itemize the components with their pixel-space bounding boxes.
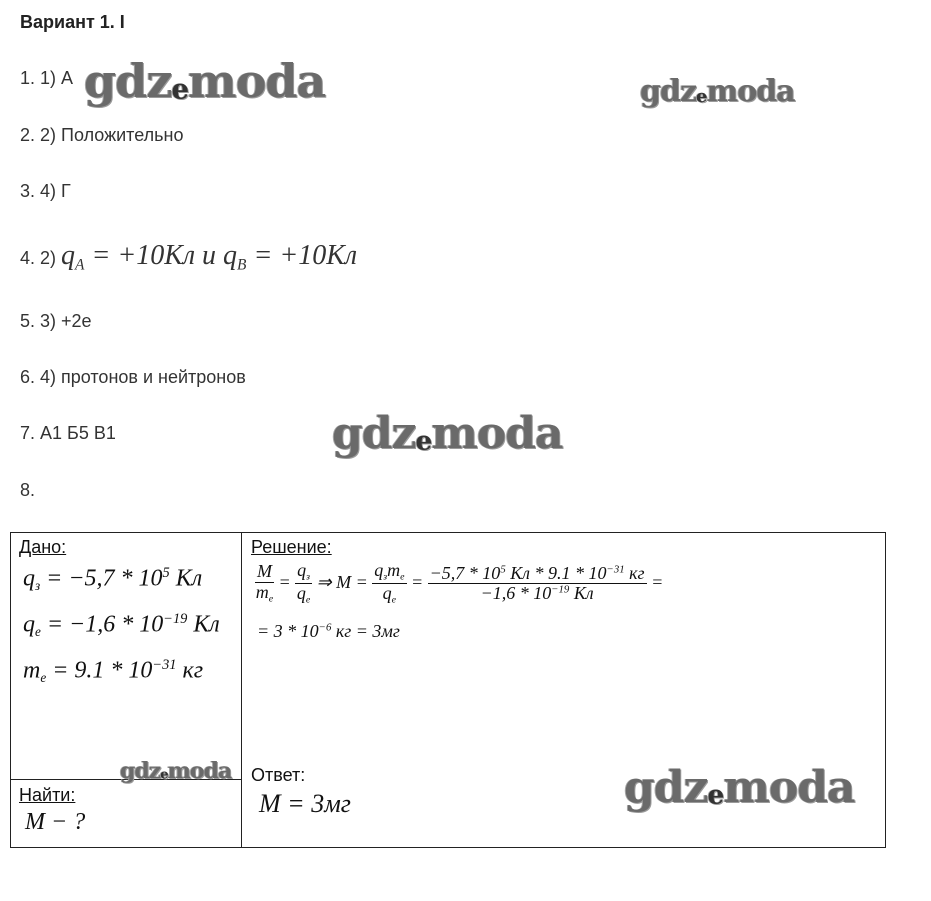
answer-label: Ответ: (251, 765, 306, 785)
given-label: Дано: (19, 537, 67, 557)
fraction-q-over-qe: $\frac{q_з}{q_e}$ (296, 560, 311, 606)
answer-8: 8. (20, 480, 36, 500)
page-title: Вариант 1. I (20, 12, 125, 32)
solution-result-line: = $3 * 10^{-6}$ кг = 3мг (257, 621, 400, 641)
answer-7: 7. А1 Б5 В1 (20, 423, 116, 443)
answer-value: M = 3мг (259, 789, 351, 818)
answer-3: 3. 4) Г (20, 181, 71, 201)
find-value: M − ? (25, 809, 86, 835)
fraction-m-over-me: $\frac{M}{m_e}$ (255, 561, 274, 605)
answer-5: 5. 3) +2е (20, 311, 92, 331)
watermark: gdzemoda (332, 408, 563, 459)
answer-2: 2. 2) Положительно (20, 125, 184, 145)
answer-4-prefix: 4. 2) (20, 248, 57, 268)
watermark: gdzemoda (640, 74, 795, 109)
given-charge-electron: $q_e = -1,6 * 10^{-19}$ Кл (23, 611, 220, 640)
solution-label: Решение: (251, 537, 332, 557)
answer-4 (20, 240, 357, 274)
given-charge-body: $q_з = -5,7 * 10^5$ Кл (23, 565, 203, 594)
watermark: gdzemoda (624, 762, 855, 813)
table-divider (241, 533, 242, 847)
watermark: gdzemoda (120, 758, 232, 784)
find-label: Найти: (19, 785, 76, 805)
fraction-qme-over-qe: $\frac{q_зm_e}{q_e}$ (374, 560, 405, 606)
fraction-numeric: $\frac{-5,7 * 10^5 Кл * 9.1 * 10^{-31} кг}{-1,6 * 10^{-19} Кл}$ (429, 562, 645, 604)
solution-formula: $\frac{M}{m_e}$ = $\frac{q_з}{q_e}$ ⇒ M = $\frac{q_зm_e}{q_e}$ = $\frac{-5,7 * 10^5 Кл * 9.1 * 10^{-31} кг}{-1,6 * 10^{-19} Кл}$ = (255, 560, 664, 606)
answer-1: 1. 1) А (20, 68, 74, 88)
watermark: gdzemoda (84, 54, 326, 108)
answer-6: 6. 4) протонов и нейтронов (20, 367, 246, 387)
answer-4-formula: $q_A = +10Кл$ и $q_B = +10Кл$ (61, 240, 358, 274)
given-mass-electron: $m_e = 9.1 * 10^{-31}$ кг (23, 657, 204, 686)
